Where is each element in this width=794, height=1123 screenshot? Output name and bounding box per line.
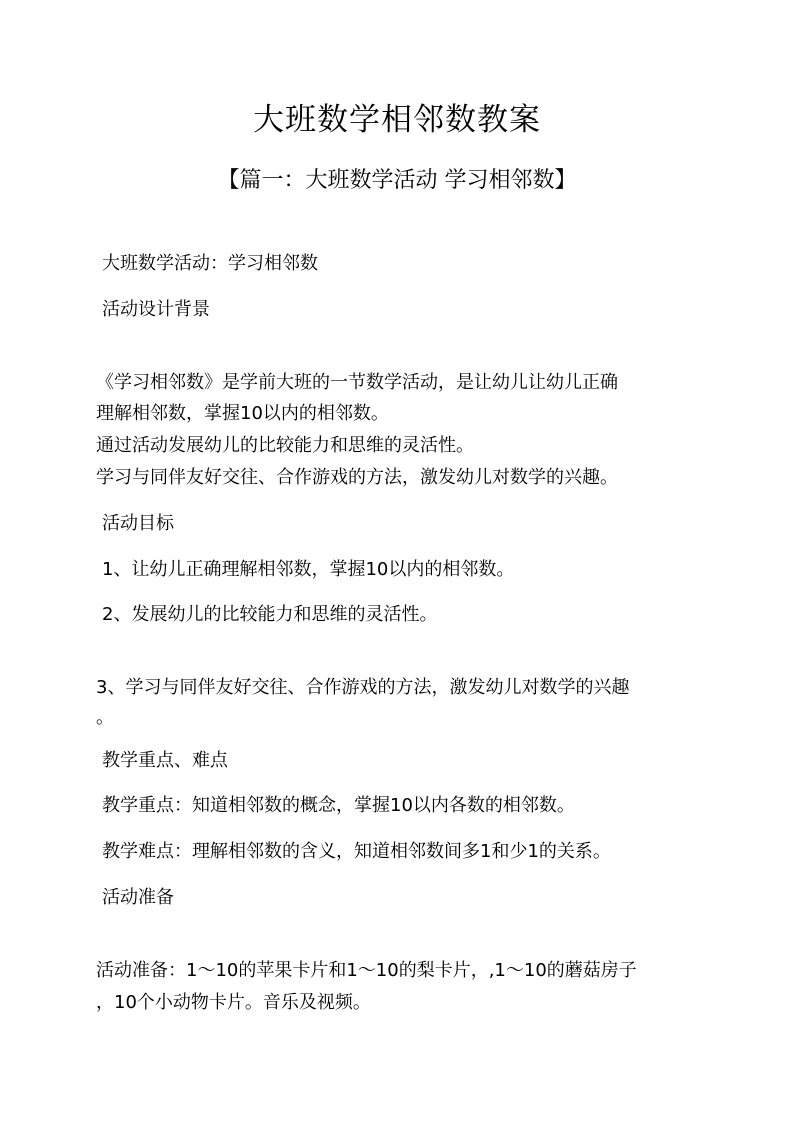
activity-name: 大班数学活动：学习相邻数 bbox=[102, 253, 318, 274]
difficult-point: 教学难点：理解相邻数的含义，知道相邻数间多1和少1的关系。 bbox=[102, 841, 611, 862]
preparation-text: ，10个小动物卡片。音乐及视频。 bbox=[96, 992, 371, 1013]
goal-item: 1、让幼儿正确理解相邻数，掌握10以内的相邻数。 bbox=[102, 559, 515, 580]
background-heading: 活动设计背景 bbox=[102, 299, 210, 320]
goals-heading: 活动目标 bbox=[102, 513, 174, 534]
paragraph-line: 《学习相邻数》是学前大班的一节数学活动，是让幼儿让幼儿正确 bbox=[96, 372, 618, 393]
key-point: 教学重点：知道相邻数的概念，掌握10以内各数的相邻数。 bbox=[102, 795, 575, 816]
goal-item: 3、学习与同伴友好交往、合作游戏的方法，激发幼儿对数学的兴趣 bbox=[96, 677, 630, 698]
section-heading: 【篇一：大班数学活动 学习相邻数】 bbox=[217, 168, 577, 193]
key-points-heading: 教学重点、难点 bbox=[102, 750, 228, 771]
preparation-heading: 活动准备 bbox=[102, 887, 174, 908]
preparation-text: 活动准备：1～10的苹果卡片和1～10的梨卡片，,1～10的蘑菇房子 bbox=[96, 960, 637, 981]
goal-item: 2、发展幼儿的比较能力和思维的灵活性。 bbox=[102, 604, 438, 625]
paragraph-line: 学习与同伴友好交往、合作游戏的方法，激发幼儿对数学的兴趣。 bbox=[96, 467, 618, 488]
paragraph-line: 理解相邻数，掌握10以内的相邻数。 bbox=[96, 403, 389, 424]
goal-item-continuation: 。 bbox=[96, 707, 114, 728]
paragraph-line: 通过活动发展幼儿的比较能力和思维的灵活性。 bbox=[96, 435, 474, 456]
page-title: 大班数学相邻数教案 bbox=[253, 102, 541, 138]
